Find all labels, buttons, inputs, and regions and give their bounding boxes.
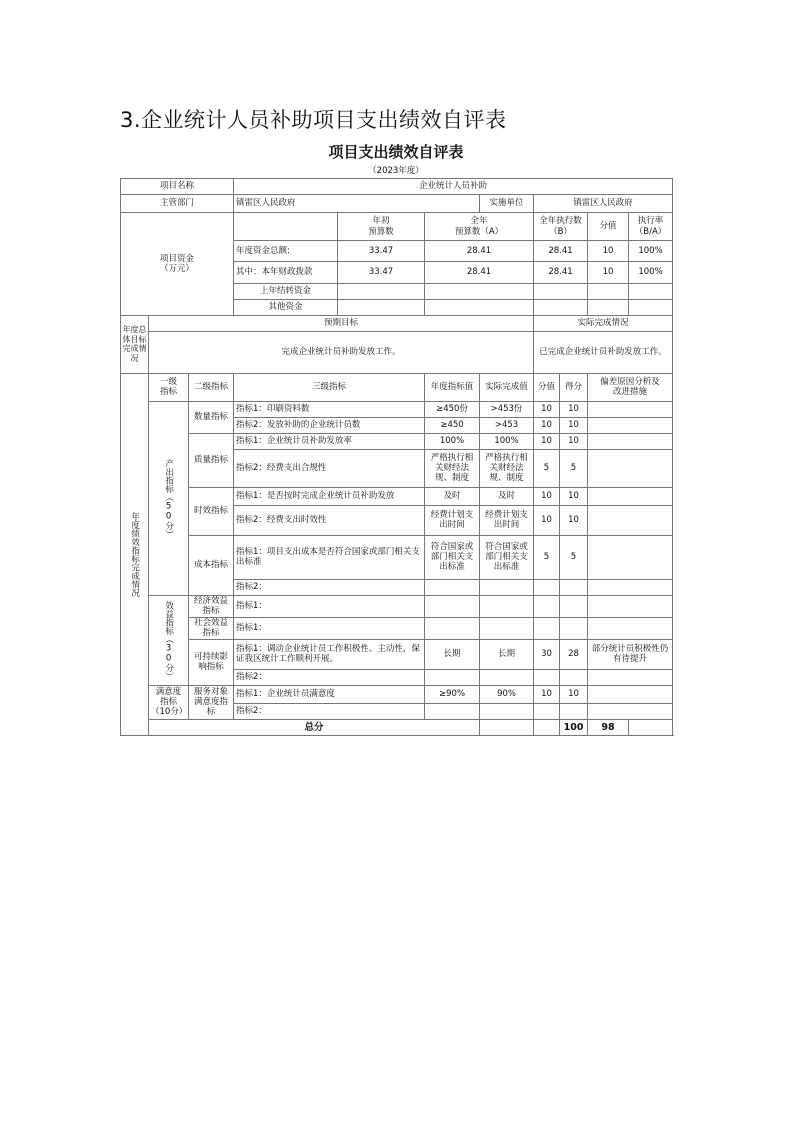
indicator-target: ≥90% [425,685,480,703]
indicator-target: ≥450份 [425,401,480,417]
indicator-actual [480,579,534,595]
fund-row-initial [338,299,425,315]
indicator-actual: >453份 [480,401,534,417]
total-blank-reason [629,719,673,735]
indicator-name: 指标1：调动企业统计员工作积极性、主动性，保证我区统计工作顺利开展。 [234,639,425,669]
indicator-target: 经费计划支出时间 [425,505,480,535]
total-got: 98 [588,719,629,735]
indicator-name: 指标2： [234,703,425,719]
indicator-got: 5 [560,535,588,579]
perf-header-reason: 偏差原因分析及 改进措施 [588,373,673,401]
indicator-name: 指标1：是否按时完成企业统计员补助发放 [234,487,425,505]
perf-header-lvl3: 三级指标 [234,373,425,401]
table-title: 项目支出绩效自评表 [328,143,464,161]
category-quality: 质量指标 [189,433,234,487]
fund-row-label: 上年结转资金 [234,283,338,299]
indicator-score [534,703,560,719]
evaluation-table [120,178,673,736]
indicator-got [560,669,588,685]
fund-row-full [425,283,534,299]
fund-row-score: 10 [588,262,629,283]
indicator-row [121,487,673,505]
indicator-target: 及时 [425,487,480,505]
indicator-score: 10 [534,487,560,505]
total-blank-actual [534,719,560,735]
goal-expected-header: 预期目标 [149,315,534,331]
indicator-row [121,685,673,703]
indicator-reason [588,617,673,639]
indicator-score: 10 [534,505,560,535]
perf-header-lvl2: 二级指标 [189,373,234,401]
fund-row-rate: 100% [629,241,673,262]
indicator-reason [588,669,673,685]
indicator-row [121,401,673,417]
total-row [121,719,673,735]
indicator-name: 指标1：印刷资料数 [234,401,425,417]
goal-side-label: 年度总体目标完成情况 [121,315,149,373]
department-row [121,195,673,213]
perf-header-lvl1: 一级 指标 [149,373,189,401]
indicator-reason [588,417,673,433]
fund-row-exec [534,299,588,315]
indicator-score: 10 [534,417,560,433]
indicator-actual: 90% [480,685,534,703]
indicator-got: 10 [560,401,588,417]
indicator-actual [480,617,534,639]
indicator-actual: 经费计划支出时间 [480,505,534,535]
fund-header-rate: 执行率 （B/A） [629,213,673,241]
indicator-score: 5 [534,449,560,487]
output-indicator-label: 产出指标（50分） [149,401,189,595]
indicator-actual: 及时 [480,487,534,505]
indicator-reason [588,595,673,617]
fund-row-initial: 33.47 [338,262,425,283]
fund-row-exec [534,283,588,299]
indicator-reason: 部分统计员积极性仍有待提升 [588,639,673,669]
indicator-actual [480,703,534,719]
indicator-reason [588,449,673,487]
fund-row-label: 其他资金 [234,299,338,315]
indicator-row [121,433,673,449]
fund-header-score: 分值 [588,213,629,241]
indicator-score: 5 [534,535,560,579]
impl-label: 实施单位 [480,195,534,213]
indicator-got: 28 [560,639,588,669]
indicator-name: 指标1： [234,595,425,617]
perf-header-actual: 实际完成值 [480,373,534,401]
indicator-reason [588,433,673,449]
indicator-row [121,617,673,639]
total-score: 100 [560,719,588,735]
indicator-target: 符合国家或部门相关支出标准 [425,535,480,579]
fund-row-initial [338,283,425,299]
fund-label: 项目资金 （万元） [121,213,234,316]
indicator-score [534,579,560,595]
fund-row-score [588,299,629,315]
fund-header-full: 全年 预算数（A） [425,213,534,241]
category-social: 社会效益 指标 [189,617,234,639]
indicator-reason [588,685,673,703]
indicator-actual: >453 [480,417,534,433]
indicator-reason [588,703,673,719]
category-quantity: 数量指标 [189,401,234,433]
indicator-name: 指标2： [234,669,425,685]
indicator-score: 10 [534,685,560,703]
indicator-row [121,595,673,617]
indicator-name: 指标1： [234,617,425,639]
category-time: 时效指标 [189,487,234,535]
total-label: 总分 [149,719,480,735]
indicator-target [425,595,480,617]
indicator-got [560,703,588,719]
indicator-target [425,703,480,719]
fund-header-initial: 年初 预算数 [338,213,425,241]
indicator-score [534,595,560,617]
indicator-reason [588,401,673,417]
project-name-label: 项目名称 [121,179,234,195]
indicator-target [425,669,480,685]
indicator-got: 10 [560,685,588,703]
perf-header-got: 得分 [560,373,588,401]
perf-header-row [121,373,673,401]
category-sustainability: 可持续影 响指标 [189,639,234,685]
goal-expected-text: 完成企业统计员补助发放工作。 [149,331,534,373]
indicator-got [560,617,588,639]
indicator-got: 10 [560,487,588,505]
indicator-got: 10 [560,417,588,433]
category-service-satisfaction: 服务对象 满意度指 标 [189,685,234,719]
indicator-reason [588,535,673,579]
indicator-target [425,617,480,639]
perf-header-target: 年度指标值 [425,373,480,401]
self-evaluation-sheet [120,140,672,736]
indicator-target: ≥450 [425,417,480,433]
fund-header-row [121,213,673,241]
project-name-value: 企业统计人员补助 [234,179,673,195]
indicator-row [121,535,673,579]
fund-row-rate [629,283,673,299]
fund-row-rate: 100% [629,262,673,283]
fund-row-full: 28.41 [425,241,534,262]
fund-row-label: 年度资金总额: [234,241,338,262]
category-economic: 经济效益 指标 [189,595,234,617]
indicator-score: 30 [534,639,560,669]
document-heading: 3.企业统计人员补助项目支出绩效自评表 [120,108,507,132]
fund-row-exec: 28.41 [534,241,588,262]
indicator-actual: 100% [480,433,534,449]
indicator-target: 长期 [425,639,480,669]
dept-label: 主管部门 [121,195,234,213]
indicator-score [534,617,560,639]
indicator-name: 指标2：经费支出合规性 [234,449,425,487]
fund-row-label: 其中：本年财政拨款 [234,262,338,283]
goal-actual-text: 已完成企业统计员补助发放工作。 [534,331,673,373]
indicator-name: 指标1：企业统计员满意度 [234,685,425,703]
indicator-target: 严格执行相关财经法规、制度 [425,449,480,487]
indicator-actual [480,669,534,685]
indicator-got [560,595,588,617]
indicator-got: 10 [560,433,588,449]
perf-side-label: 年度绩效指标完成情况 [121,373,149,735]
fund-header-blank [234,213,338,241]
indicator-name: 指标1：企业统计员补助发放率 [234,433,425,449]
perf-header-score: 分值 [534,373,560,401]
indicator-name: 指标2：发放补助的企业统计员数 [234,417,425,433]
indicator-target [425,579,480,595]
impl-value: 镇雷区人民政府 [534,195,673,213]
indicator-got [560,579,588,595]
indicator-reason [588,579,673,595]
indicator-actual [480,595,534,617]
goal-actual-header: 实际完成情况 [534,315,673,331]
fund-row-exec: 28.41 [534,262,588,283]
fund-row-score [588,283,629,299]
dept-value: 镇雷区人民政府 [234,195,480,213]
indicator-actual: 严格执行相关财经法规、制度 [480,449,534,487]
benefit-indicator-label: 效益指标（30分） [149,595,189,685]
indicator-got: 5 [560,449,588,487]
indicator-reason [588,505,673,535]
fund-row-full: 28.41 [425,262,534,283]
indicator-score [534,669,560,685]
table-year: （2023年度） [368,166,424,176]
fund-header-exec: 全年执行数（B） [534,213,588,241]
fund-row-rate [629,299,673,315]
indicator-score: 10 [534,433,560,449]
category-cost: 成本指标 [189,535,234,595]
indicator-reason [588,487,673,505]
goal-header-row [121,315,673,331]
satisfaction-indicator-label: 满意度 指标 （10分） [149,685,189,719]
indicator-actual: 长期 [480,639,534,669]
indicator-name: 指标2：经费支出时效性 [234,505,425,535]
indicator-actual: 符合国家或部门相关支出标准 [480,535,534,579]
indicator-name: 指标2： [234,579,425,595]
indicator-score: 10 [534,401,560,417]
fund-row-initial: 33.47 [338,241,425,262]
fund-row-score: 10 [588,241,629,262]
indicator-name: 指标1：项目支出成本是否符合国家或部门相关支出标准 [234,535,425,579]
goal-content-row [121,331,673,373]
indicator-got: 10 [560,505,588,535]
fund-row-full [425,299,534,315]
project-name-row [121,179,673,195]
total-blank-target [480,719,534,735]
indicator-target: 100% [425,433,480,449]
indicator-row [121,639,673,669]
